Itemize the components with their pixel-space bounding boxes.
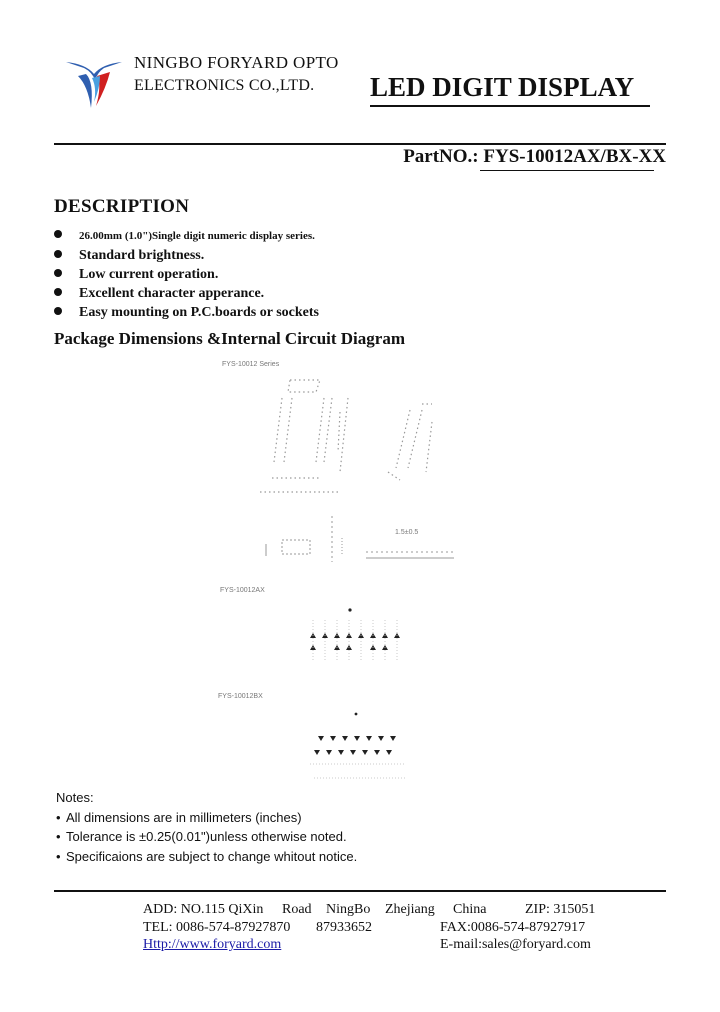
note-item: • Tolerance is ±0.25(0.01")unless otherwise noted. bbox=[56, 827, 357, 847]
note-item: • Specificaions are subject to change whitout notice. bbox=[56, 847, 357, 867]
part-number-underline bbox=[480, 170, 654, 171]
document-title: LED DIGIT DISPLAY bbox=[370, 72, 635, 102]
pins-view bbox=[266, 516, 454, 562]
bullet-icon bbox=[54, 288, 62, 296]
bullet-icon bbox=[54, 269, 62, 277]
description-item: Easy mounting on P.C.boards or sockets bbox=[54, 303, 319, 322]
address-province: Zhejiang bbox=[385, 902, 435, 917]
circuit-a-label: FYS-10012AX bbox=[220, 587, 265, 594]
package-heading: Package Dimensions &Internal Circuit Diagram bbox=[54, 329, 405, 348]
description-item: 26.00mm (1.0")Single digit numeric display series. bbox=[54, 227, 319, 246]
series-label: FYS-10012 Series bbox=[222, 361, 280, 368]
circuit-b-label: FYS-10012BX bbox=[218, 693, 263, 700]
circuit-b bbox=[310, 713, 406, 778]
notes-section bbox=[56, 788, 357, 866]
bullet-icon bbox=[54, 307, 62, 315]
address: ADD: NO.115 QiXin bbox=[143, 902, 264, 917]
description-item: Low current operation. bbox=[54, 265, 319, 284]
fax: FAX:0086-574-87927917 bbox=[440, 920, 586, 935]
dimension-label: 1.5±0.5 bbox=[395, 529, 419, 536]
description-item: Standard brightness. bbox=[54, 246, 319, 265]
bullet-icon bbox=[54, 250, 62, 258]
front-view-outline bbox=[260, 380, 348, 492]
notes-heading: Notes: bbox=[56, 790, 94, 805]
title-underline bbox=[370, 105, 650, 107]
foryard-logo-icon bbox=[64, 56, 124, 112]
address-country: China bbox=[453, 902, 487, 917]
circuit-a bbox=[310, 608, 400, 662]
led-arrow-row-b-top bbox=[318, 736, 396, 741]
website-link[interactable]: Http://www.foryard.com bbox=[143, 937, 282, 952]
address-zip: ZIP: 315051 bbox=[525, 902, 596, 917]
description-list bbox=[54, 227, 319, 322]
telephone-2: 87933652 bbox=[316, 920, 372, 935]
led-arrow-row-top bbox=[310, 633, 400, 638]
telephone: TEL: 0086-574-87927870 bbox=[143, 920, 291, 935]
side-view-outline bbox=[388, 404, 432, 480]
part-number: PartNO.: FYS-10012AX/BX-XX bbox=[403, 146, 666, 167]
header-divider bbox=[54, 143, 666, 145]
description-item: Excellent character apperance. bbox=[54, 284, 319, 303]
address-road: Road bbox=[282, 902, 312, 917]
address-city: NingBo bbox=[326, 902, 371, 917]
company-name-line1: NINGBO FORYARD OPTO bbox=[134, 53, 339, 72]
description-heading: DESCRIPTION bbox=[54, 196, 190, 217]
company-name-line2: ELECTRONICS CO.,LTD. bbox=[134, 77, 315, 94]
bullet-icon bbox=[54, 230, 62, 238]
footer-divider bbox=[54, 890, 666, 892]
led-arrow-row-b-bottom bbox=[314, 750, 392, 755]
email: E-mail:sales@foryard.com bbox=[440, 937, 591, 952]
package-diagram bbox=[200, 352, 670, 792]
note-item: • All dimensions are in millimeters (inches) bbox=[56, 808, 357, 828]
